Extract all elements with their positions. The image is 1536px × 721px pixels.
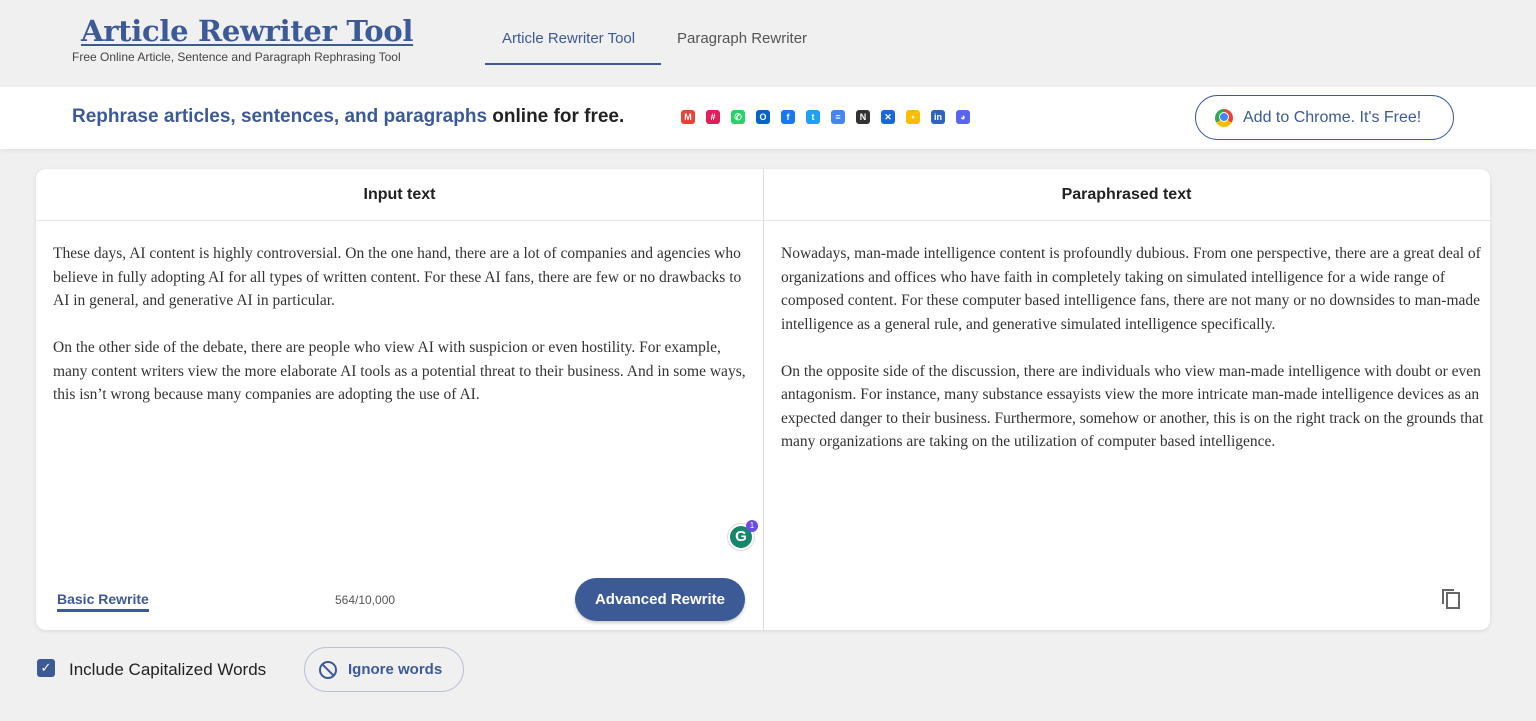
share-icons <box>681 110 970 124</box>
notion-icon[interactable]: N <box>856 110 870 124</box>
grammarly-button[interactable] <box>727 523 755 551</box>
outlook-icon[interactable]: O <box>756 110 770 124</box>
character-count: 564/10,000 <box>335 593 396 607</box>
active-nav-indicator <box>485 63 661 65</box>
input-paragraph: On the other side of the debate, there are people who view AI with suspicion or even hostility. For example, many content writers view the more elaborate AI tools as a potential threat to their business. And in some ways, this isn’t wrong because many companies are adopting the use of AI. <box>53 339 746 403</box>
google-keep-icon[interactable]: • <box>906 110 920 124</box>
gmail-icon[interactable]: M <box>681 110 695 124</box>
ignore-words-button[interactable] <box>304 647 464 692</box>
twitter-icon[interactable]: t <box>806 110 820 124</box>
chrome-icon <box>1215 109 1233 127</box>
include-capitalized-label[interactable]: Include Capitalized Words <box>69 660 267 679</box>
linkedin-icon[interactable]: in <box>931 110 945 124</box>
input-textarea[interactable] <box>53 242 753 430</box>
logo-subtitle: Free Online Article, Sentence and Paragraph Rephrasing Tool <box>72 50 401 64</box>
input-title: Input text <box>363 186 436 203</box>
header <box>0 0 1536 87</box>
ignore-words-label: Ignore words <box>348 661 443 678</box>
whatsapp-icon[interactable]: ✆ <box>731 110 745 124</box>
google-docs-icon[interactable]: ≡ <box>831 110 845 124</box>
facebook-icon[interactable]: f <box>781 110 795 124</box>
grammarly-icon: G <box>730 526 752 548</box>
banner-tagline <box>72 106 624 128</box>
output-paragraph: On the opposite side of the discussion, there are individuals who view man-made intelligence with doubt or even antagonism. For instance, many substance essayists view the more intricate man-made intelligence devices as an expected danger to their business. Furthermore, somehow or another, this is on the right track on the grounds that many organizations are taking on the utilization of computer based intelligence. <box>781 362 1484 450</box>
logo-title[interactable]: Article Rewriter Tool <box>81 14 414 48</box>
add-to-chrome-label: Add to Chrome. It's Free! <box>1243 108 1422 126</box>
nav-article-rewriter[interactable]: Article Rewriter Tool <box>502 30 636 47</box>
discord-icon[interactable]: ◕ <box>956 110 970 124</box>
include-capitalized-checkbox[interactable]: ✓ <box>37 659 55 677</box>
copy-icon[interactable] <box>1441 588 1461 610</box>
basic-rewrite-tab[interactable]: Basic Rewrite <box>57 591 149 612</box>
output-title: Paraphrased text <box>1061 186 1192 203</box>
output-paragraph: Nowadays, man-made intelligence content is profoundly dubious. From one perspective, there are a great deal of organizations and offices who have faith in completely taking on simulated intelligence for a wide range of composed content. For these computer based intelligence fans, there are not many or no downsides to man-made intelligence as a general rule, and generative simulated intelligence specifically. <box>781 245 1481 333</box>
slack-icon[interactable]: # <box>706 110 720 124</box>
ban-icon <box>319 661 337 679</box>
tagline-dark: online for free. <box>487 106 625 127</box>
grammarly-badge: 1 <box>746 520 758 532</box>
tagline-colored: Rephrase articles, sentences, and paragraphs <box>72 106 488 127</box>
input-paragraph: These days, AI content is highly controversial. On the one hand, there are a lot of companies and agencies who believe in fully adopting AI for all types of written content. For these AI fans, there are few or no drawbacks to AI in general, and generative AI in particular. <box>53 245 742 309</box>
nav-paragraph-rewriter[interactable]: Paragraph Rewriter <box>677 30 808 47</box>
banner <box>0 87 1536 149</box>
rewriter-card <box>36 169 1490 630</box>
pane-divider <box>763 169 764 630</box>
confluence-icon[interactable]: ✕ <box>881 110 895 124</box>
advanced-rewrite-button[interactable]: Advanced Rewrite <box>575 578 745 621</box>
output-text <box>781 242 1493 477</box>
add-to-chrome-button[interactable] <box>1195 95 1454 140</box>
